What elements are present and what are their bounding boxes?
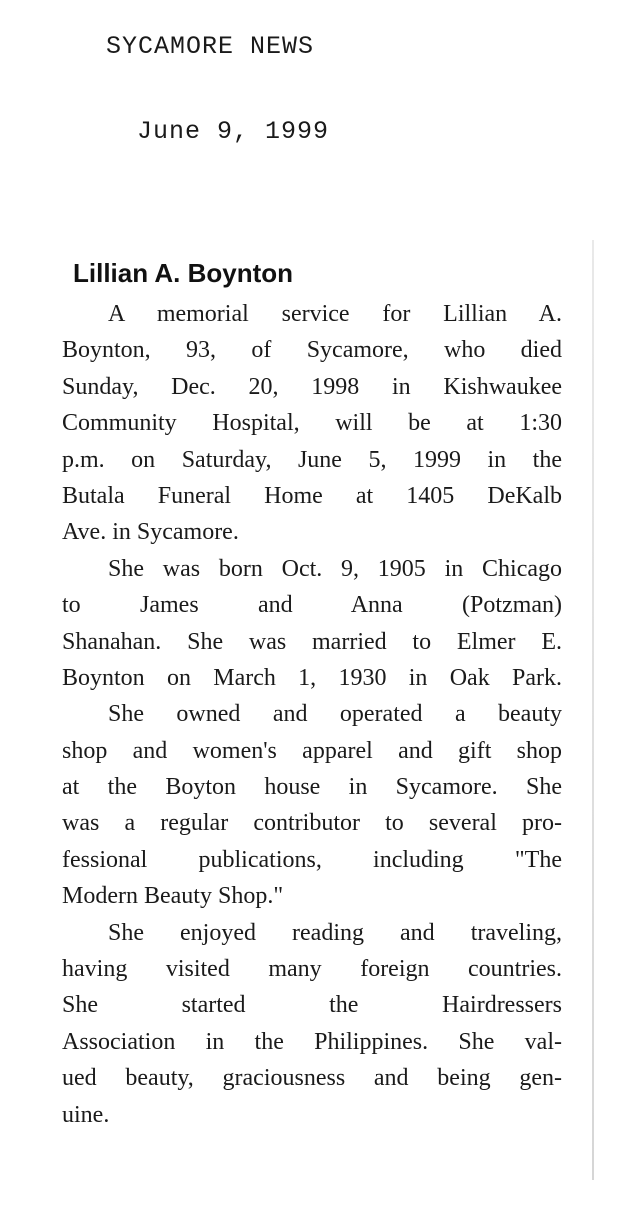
- text-line: to James and Anna (Potzman): [62, 592, 562, 619]
- text-line: Butala Funeral Home at 1405 DeKalb: [62, 482, 562, 509]
- text-line: was a regular contributor to several pro-: [62, 810, 562, 837]
- text-line: She was born Oct. 9, 1905 in Chicago: [108, 555, 562, 582]
- text-line: She started the Hairdressers: [62, 992, 562, 1019]
- newspaper-source-label: SYCAMORE NEWS: [106, 32, 315, 61]
- text-line: A memorial service for Lillian A.: [108, 301, 562, 327]
- obituary-headline: Lillian A. Boynton: [73, 258, 294, 288]
- text-line: Modern Beauty Shop.": [62, 883, 284, 910]
- text-line: Boynton on March 1, 1930 in Oak Park.: [62, 664, 562, 691]
- text-line: Sunday, Dec. 20, 1998 in Kishwaukee: [62, 373, 562, 400]
- text-line: Boynton, 93, of Sycamore, who died: [62, 337, 562, 364]
- text-line: She enjoyed reading and traveling,: [108, 919, 562, 946]
- text-line: uine.: [62, 1101, 110, 1128]
- text-line: fessional publications, including "The: [62, 846, 562, 873]
- obituary-body: [62, 296, 562, 1133]
- text-line: p.m. on Saturday, June 5, 1999 in the: [62, 446, 562, 473]
- text-line: Ave. in Sycamore.: [62, 519, 239, 546]
- text-line: Community Hospital, will be at 1:30: [62, 410, 562, 437]
- text-line: at the Boyton house in Sycamore. She: [62, 774, 562, 801]
- text-line: She owned and operated a beauty: [108, 701, 562, 728]
- publication-date: June 9, 1999: [137, 117, 330, 146]
- text-line: Shanahan. She was married to Elmer E.: [62, 628, 562, 655]
- text-line: having visited many foreign countries.: [62, 956, 562, 983]
- clipping-edge-rule: [592, 240, 594, 1180]
- text-line: Association in the Philippines. She val-: [62, 1028, 562, 1055]
- text-line: shop and women's apparel and gift shop: [62, 737, 562, 764]
- text-line: ued beauty, graciousness and being gen-: [62, 1065, 562, 1092]
